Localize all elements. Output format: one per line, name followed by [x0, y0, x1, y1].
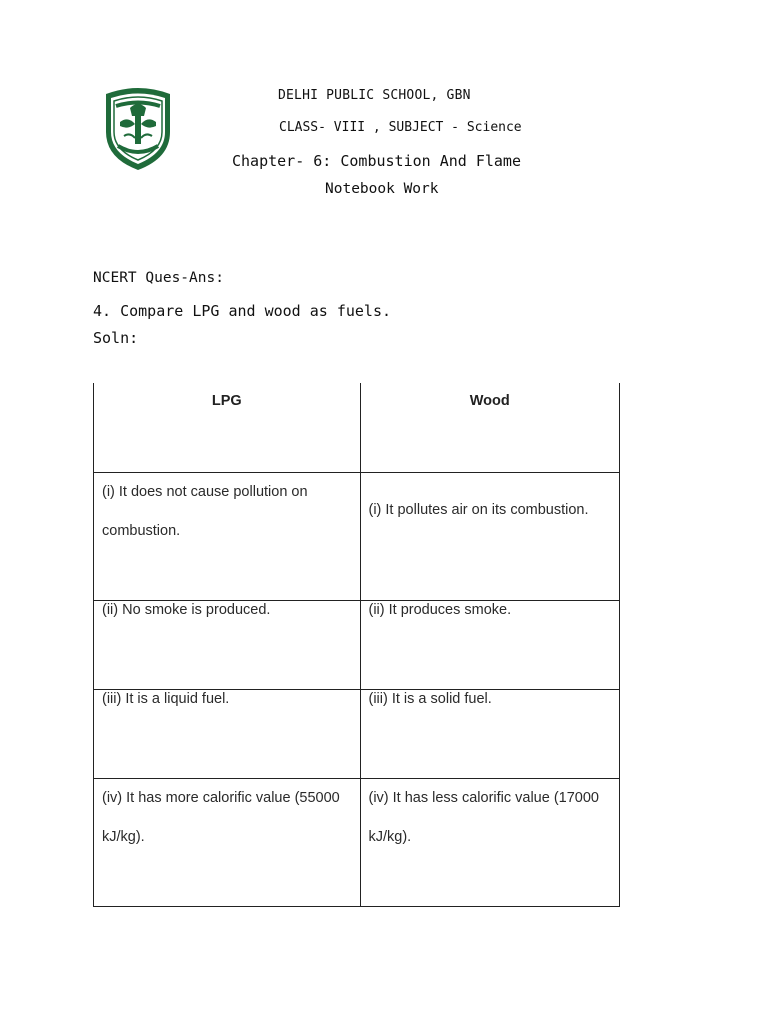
- table-row: [94, 600, 620, 689]
- chapter-title: Chapter- 6: Combustion And Flame: [232, 152, 521, 170]
- wood-cell: (iii) It is a solid fuel.: [360, 689, 620, 778]
- wood-cell: (ii) It produces smoke.: [360, 600, 620, 689]
- solution-label: Soln:: [93, 329, 139, 347]
- wood-cell-text: (i) It pollutes air on its combustion.: [368, 501, 589, 518]
- lpg-cell: (iii) It is a liquid fuel.: [94, 689, 361, 778]
- table-row: [94, 689, 620, 778]
- class-subject-line: CLASS- VIII , SUBJECT - Science: [279, 120, 522, 135]
- document-subtitle: Notebook Work: [325, 181, 439, 197]
- school-crest-icon: [102, 86, 174, 172]
- lpg-cell: (i) It does not cause pollution on combustion.: [94, 472, 361, 600]
- question-text: 4. Compare LPG and wood as fuels.: [93, 302, 392, 320]
- header-lpg: LPG: [94, 383, 361, 472]
- school-name: DELHI PUBLIC SCHOOL, GBN: [278, 88, 471, 103]
- section-heading: NCERT Ques-Ans:: [93, 270, 224, 286]
- wood-cell: [360, 472, 620, 600]
- table-header-row: [94, 383, 620, 472]
- header-wood: Wood: [360, 383, 620, 472]
- comparison-table: [93, 383, 620, 907]
- lpg-cell: (iv) It has more calorific value (55000 kJ/kg).: [94, 778, 361, 906]
- lpg-cell: (ii) No smoke is produced.: [94, 600, 361, 689]
- table-row: [94, 778, 620, 906]
- wood-cell: (iv) It has less calorific value (17000 kJ/kg).: [360, 778, 620, 906]
- table-row: [94, 472, 620, 600]
